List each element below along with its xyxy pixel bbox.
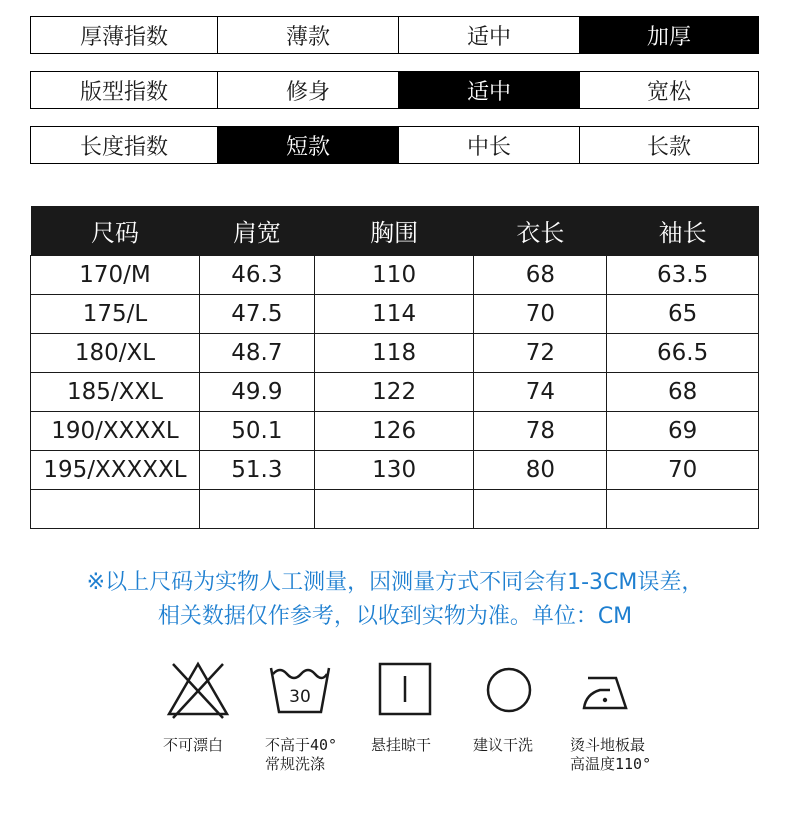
- length-cell: 70: [474, 295, 607, 334]
- care-dry-clean: [473, 660, 573, 755]
- length-index-label: 长度指数: [79, 134, 168, 160]
- sleeve-cell: 63.5: [607, 256, 759, 295]
- care-wash: [265, 660, 365, 774]
- fit-index-row: [30, 71, 759, 109]
- header-chest: 胸围: [314, 206, 474, 256]
- care-label: 烫斗地板最 高温度110°: [570, 736, 652, 773]
- table-row: [31, 295, 759, 334]
- size-cell: 195/XXXXXL: [31, 451, 200, 490]
- measurement-note-line2: 相关数据仅作参考，以收到实物为准。单位：CM: [157, 604, 633, 629]
- wash-30-icon: [265, 660, 335, 720]
- thickness-option-thick: 加厚: [579, 17, 758, 53]
- shoulder-cell: 49.9: [199, 373, 314, 412]
- care-label: 不可漂白: [163, 736, 224, 754]
- size-table: [30, 206, 759, 529]
- header-length: 衣长: [474, 206, 607, 256]
- sleeve-cell: 70: [607, 451, 759, 490]
- chest-cell: 130: [314, 451, 474, 490]
- care-hang-dry: [371, 660, 471, 755]
- size-cell: 185/XXL: [31, 373, 200, 412]
- length-option-medium: 中长: [398, 127, 579, 163]
- fit-option-regular: 适中: [398, 72, 579, 108]
- shoulder-cell: 46.3: [199, 256, 314, 295]
- length-cell: 80: [474, 451, 607, 490]
- length-cell: 78: [474, 412, 607, 451]
- table-row-empty: [31, 490, 759, 529]
- measurement-note-line1: ※以上尺码为实物人工测量，因测量方式不同会有1-3CM误差，: [86, 570, 704, 595]
- no-bleach-icon: [163, 660, 233, 720]
- chest-cell: 118: [314, 334, 474, 373]
- care-no-bleach: [163, 660, 263, 755]
- shoulder-cell: 48.7: [199, 334, 314, 373]
- length-option-long: 长款: [579, 127, 758, 163]
- fit-option-slim: 修身: [217, 72, 398, 108]
- chest-cell: 122: [314, 373, 474, 412]
- sleeve-cell: 66.5: [607, 334, 759, 373]
- size-cell: 175/L: [31, 295, 200, 334]
- table-row: [31, 256, 759, 295]
- sleeve-cell: 68: [607, 373, 759, 412]
- sleeve-cell: 69: [607, 412, 759, 451]
- thickness-index-row: [30, 16, 759, 54]
- size-cell: 190/XXXXL: [31, 412, 200, 451]
- length-index-row: [30, 126, 759, 164]
- table-row: [31, 373, 759, 412]
- table-row: [31, 334, 759, 373]
- size-cell: 180/XL: [31, 334, 200, 373]
- size-cell: 170/M: [31, 256, 200, 295]
- chest-cell: 114: [314, 295, 474, 334]
- header-shoulder: 肩宽: [199, 206, 314, 256]
- iron-icon: [570, 660, 650, 720]
- shoulder-cell: 47.5: [199, 295, 314, 334]
- shoulder-cell: 50.1: [199, 412, 314, 451]
- shoulder-cell: 51.3: [199, 451, 314, 490]
- thickness-index-label: 厚薄指数: [79, 24, 168, 50]
- table-row: [31, 412, 759, 451]
- care-iron: [570, 660, 670, 774]
- dry-clean-icon: [473, 660, 543, 720]
- hang-dry-icon: [371, 660, 441, 720]
- length-option-short: 短款: [217, 127, 398, 163]
- sleeve-cell: 65: [607, 295, 759, 334]
- care-label: 不高于40° 常规洗涤: [265, 736, 338, 773]
- size-table-header: [31, 206, 759, 256]
- care-label: 建议干洗: [473, 736, 534, 754]
- thickness-option-medium: 适中: [398, 17, 579, 53]
- chest-cell: 126: [314, 412, 474, 451]
- wash-temperature: 30: [289, 687, 311, 707]
- fit-option-loose: 宽松: [579, 72, 758, 108]
- thickness-option-thin: 薄款: [217, 17, 398, 53]
- size-cell: [31, 490, 200, 529]
- header-sleeve: 袖长: [607, 206, 759, 256]
- length-cell: 68: [474, 256, 607, 295]
- header-size: 尺码: [31, 206, 200, 256]
- length-cell: 72: [474, 334, 607, 373]
- fit-index-label: 版型指数: [79, 79, 168, 105]
- chest-cell: 110: [314, 256, 474, 295]
- sleeve-cell: [607, 490, 759, 529]
- table-row: [31, 451, 759, 490]
- length-cell: [474, 490, 607, 529]
- length-cell: 74: [474, 373, 607, 412]
- care-label: 悬挂晾干: [371, 736, 432, 754]
- chest-cell: [314, 490, 474, 529]
- shoulder-cell: [199, 490, 314, 529]
